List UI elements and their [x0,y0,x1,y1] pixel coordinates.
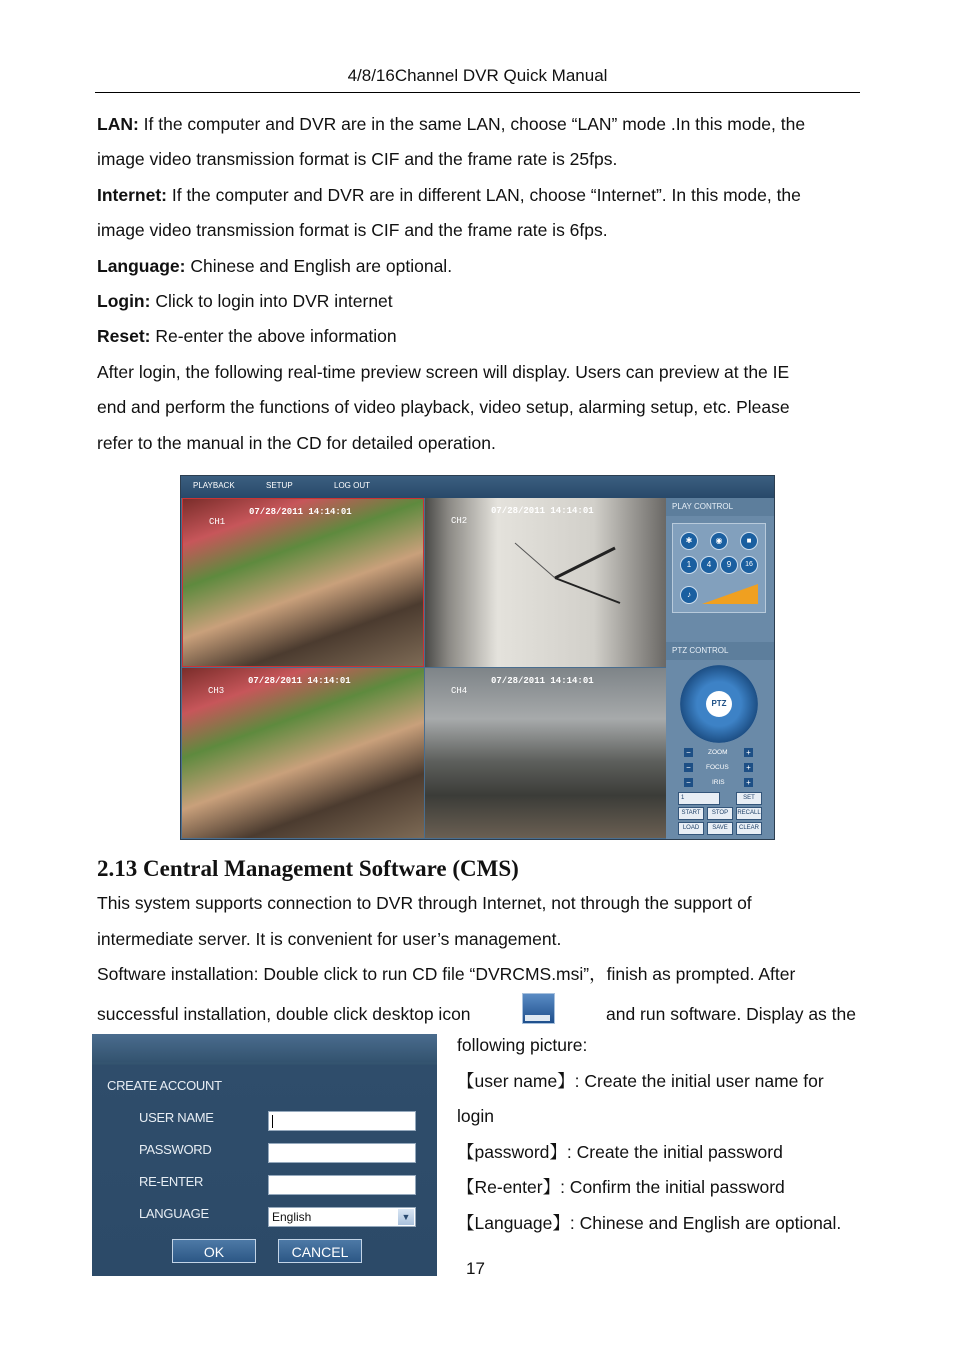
recall-button[interactable]: RECALL [736,807,762,820]
camera-ch1 [182,498,424,667]
note-password: 【password】: Create the initial password [457,1142,783,1162]
ch4-label: CH4 [451,686,468,696]
save-button[interactable]: SAVE [707,822,733,835]
paragraph-internet [97,178,856,214]
view-9-button[interactable]: 9 [720,556,738,574]
language-select[interactable] [268,1207,416,1227]
section-text-1: This system supports connection to DVR through Internet, not through the support of [97,893,752,913]
view-4-button[interactable]: 4 [700,556,718,574]
reset-label: Reset: [97,326,151,346]
volume-slider[interactable] [702,582,758,604]
user-name-input[interactable] [268,1111,416,1131]
page-number: 17 [466,1259,485,1278]
dialog-title: CREATE ACCOUNT [107,1078,222,1093]
ch3-label: CH3 [208,686,225,696]
focus-label: FOCUS [706,764,729,771]
paragraph-language [97,249,856,285]
snapshot-icon[interactable]: ✱ [680,532,698,550]
language-label: Language: [97,256,186,276]
ch1-timestamp: 07/28/2011 14:14:01 [249,507,352,517]
ch3-timestamp: 07/28/2011 14:14:01 [248,676,351,686]
clock-hands [425,498,666,667]
iris-label: IRIS [712,779,725,786]
camera-ch4 [425,668,666,838]
dvr-control-panel [666,498,774,839]
zoom-minus-button[interactable]: − [684,748,693,757]
after-login-1: After login, the following real-time preview screen will display. Users can preview at the IE [97,362,790,382]
note-reenter: 【Re-enter】: Confirm the initial password [457,1177,785,1197]
section-text-4a: successful installation, double click desktop icon [97,1004,471,1024]
language-text: Chinese and English are optional. [185,256,453,276]
clear-button[interactable]: CLEAR [736,822,762,835]
stop-button[interactable]: STOP [707,807,733,820]
lan-text-1: If the computer and DVR are in the same LAN, choose “LAN” mode .In this mode, the [138,114,806,134]
text-cursor [272,1115,273,1128]
password-input[interactable] [268,1143,416,1163]
setup-menu: SETUP [266,481,293,490]
paragraph-reset [97,319,856,355]
section-title: 2.13 Central Management Software (CMS) [97,856,519,881]
playback-menu: PLAYBACK [193,481,235,490]
zoom-label: ZOOM [708,749,728,756]
internet-text-1: If the computer and DVR are in different LAN, choose “Internet”. In this mode, the [167,185,801,205]
note-user-name-2: login [457,1106,494,1126]
login-label: Login: [97,291,151,311]
section-text-2: intermediate server. It is convenient for user’s management. [97,929,562,949]
logout-menu: LOG OUT [334,481,371,490]
view-16-button[interactable]: 16 [740,556,758,574]
ch4-timestamp: 07/28/2011 14:14:01 [491,676,594,686]
cancel-button[interactable]: CANCEL [278,1239,362,1263]
ch2-timestamp: 07/28/2011 14:14:01 [491,506,594,516]
record-icon[interactable]: ◉ [710,532,728,550]
camera-icon[interactable]: ■ [740,532,758,550]
note-user-name: 【user name】: Create the initial user name for [457,1071,824,1091]
preset-input[interactable]: 1 [678,792,720,805]
internet-label: Internet: [97,185,167,205]
dvr-menu-bar [181,476,774,498]
login-text: Click to login into DVR internet [150,291,393,311]
camera-ch3 [182,668,424,838]
ptz-control-header: PTZ CONTROL [666,642,774,660]
view-1-button[interactable]: 1 [680,556,698,574]
focus-plus-button[interactable]: + [744,763,753,772]
set-button[interactable]: SET [736,792,762,805]
chevron-down-icon[interactable]: ▼ [398,1209,414,1225]
ptz-center-button[interactable]: PTZ [706,691,732,717]
page-header: 4/8/16Channel DVR Quick Manual [347,66,608,85]
paragraph-lan [97,107,856,143]
iris-plus-button[interactable]: + [744,778,753,787]
after-login-2: end and perform the functions of video playback, video setup, alarming setup, etc. Please [97,397,790,417]
header-divider [95,92,860,93]
start-button[interactable]: START [678,807,704,820]
language-label: LANGUAGE [139,1206,209,1221]
section-text-3: Software installation: Double click to run CD file “DVRCMS.msi”，finish as prompted. After [97,964,796,984]
ch2-label: CH2 [451,516,468,526]
paragraph-login [97,284,856,320]
zoom-plus-button[interactable]: + [744,748,753,757]
volume-icon[interactable]: ♪ [680,586,698,604]
after-login-3: refer to the manual in the CD for detailed operation. [97,433,496,453]
play-control-header: PLAY CONTROL [666,498,774,516]
reenter-input[interactable] [268,1175,416,1195]
dvrcms-desktop-icon [522,993,555,1024]
focus-minus-button[interactable]: − [684,763,693,772]
reenter-label: RE-ENTER [139,1174,204,1189]
lan-text-2: image video transmission format is CIF and the frame rate is 25fps. [97,149,618,169]
camera-ch2 [425,498,666,667]
ptz-direction-pad[interactable] [680,665,758,743]
section-text-5: following picture: [457,1035,588,1055]
desktop-icon-label-bar [525,1015,550,1021]
language-select-value: English [272,1210,312,1224]
load-button[interactable]: LOAD [678,822,704,835]
user-name-label: USER NAME [139,1110,214,1125]
dialog-titlebar [92,1034,437,1062]
password-label: PASSWORD [139,1142,212,1157]
ch1-label: CH1 [209,517,226,527]
internet-text-2: image video transmission format is CIF and the frame rate is 6fps. [97,220,608,240]
cms-create-account-dialog [92,1034,437,1276]
dvr-preview-screenshot [180,475,775,840]
iris-minus-button[interactable]: − [684,778,693,787]
lan-label: LAN: [97,114,139,134]
ok-button[interactable]: OK [172,1239,256,1263]
reset-text: Re-enter the above information [150,326,397,346]
section-text-4b: and run software. Display as the [606,1004,856,1024]
note-language: 【Language】: Chinese and English are optional. [457,1213,842,1233]
